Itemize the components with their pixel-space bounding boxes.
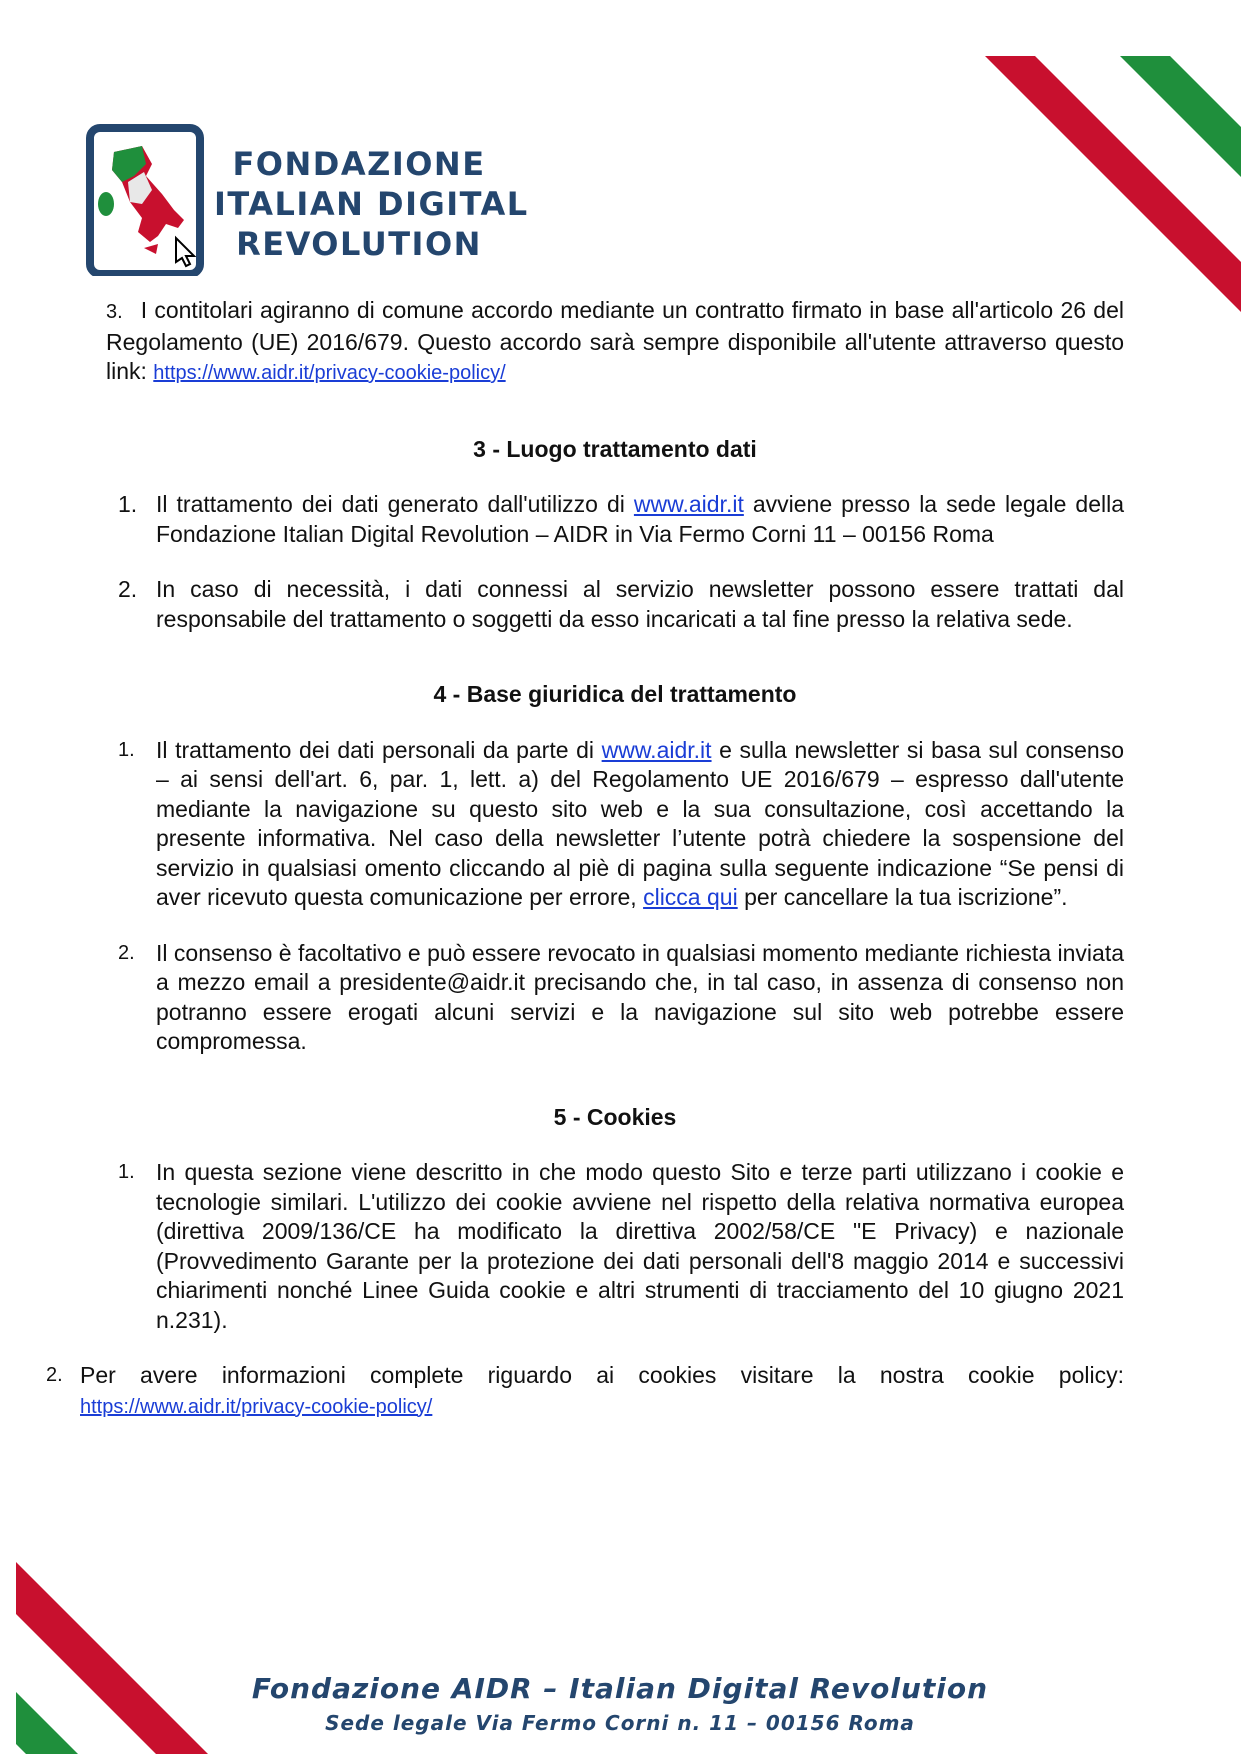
- intro-paragraph: [106, 296, 1124, 389]
- logo-wordmark: [214, 144, 529, 264]
- item-text: e sulla newsletter si basa sul consenso – ai sensi dell'art. 6, par. 1, lett. a) del Regolamento UE 2016/679 – espresso dall'utente mediante la navigazione su questo sito web e la sua consultazione, così accettando la presente informativa. Nel caso della newsletter l’utente potrà chiedere la sospensione del servizio in qualsiasi omento cliccando al piè di pagina sulla seguente indicazione “Se pensi di aver ricevuto questa comunicazione per errore,: [156, 736, 1124, 910]
- item-text: Il trattamento dei dati personali da parte di: [156, 736, 602, 763]
- item-text: In caso di necessità, i dati connessi al servizio newsletter possono essere trattati dal responsabile del trattamento o soggetti da esso incaricati a tal fine presso la relativa sede.: [156, 576, 1124, 632]
- item-text: Il consenso è facoltativo e può essere revocato in qualsiasi momento mediante richiesta inviata a mezzo email a presidente@aidr.it precisando che, in tal caso, in assenza di consenso non potranno essere erogati alcuni servizi e la navigazione sul sito web potrebbe essere compromessa.: [156, 939, 1124, 1054]
- list-number: 2.: [46, 1364, 63, 1386]
- unsubscribe-link[interactable]: clicca qui: [643, 884, 738, 910]
- cookie-policy-link[interactable]: https://www.aidr.it/privacy-cookie-policy/: [80, 1395, 433, 1418]
- item-text: per cancellare la tua iscrizione”.: [737, 884, 1068, 910]
- section-5-heading: 5 - Cookies: [553, 1103, 677, 1130]
- aidr-website-link[interactable]: www.aidr.it: [633, 491, 744, 517]
- footer-title: Fondazione AIDR – Italian Digital Revolution: [251, 1672, 989, 1705]
- footer-address: Sede legale Via Fermo Corni n. 11 – 00156 Roma: [325, 1711, 915, 1735]
- aidr-website-link[interactable]: www.aidr.it: [601, 736, 712, 763]
- item-text: avviene presso la sede legale della Fondazione Italian Digital Revolution – AIDR in Via Fermo Corni 11 – 00156 Roma: [156, 491, 1124, 547]
- section-4-item-2: [106, 939, 1124, 1057]
- bottom-green-stripe: [16, 1692, 78, 1754]
- section-4-item-1: [106, 736, 1124, 913]
- list-number: 2.: [118, 576, 138, 602]
- page-footer: [200, 1672, 1040, 1735]
- section-4-heading: 4 - Base giuridica del trattamento: [433, 681, 797, 707]
- top-green-stripe: [1120, 56, 1241, 177]
- section-5-item-1: [106, 1158, 1124, 1335]
- section-3-item-2: [106, 575, 1124, 634]
- list-number: 1.: [118, 1161, 135, 1183]
- list-number: 1.: [118, 491, 138, 517]
- item-text: Il trattamento dei dati generato dall'utilizzo di: [156, 491, 634, 517]
- foundation-logo: [86, 124, 529, 276]
- logo-line-1: FONDAZIONE: [232, 145, 486, 183]
- section-3-heading: 3 - Luogo trattamento dati: [473, 435, 757, 462]
- item-text: In questa sezione viene descritto in che modo questo Sito e terze parti utilizzano i cookie e tecnologie similari. L'utilizzo dei cookie avviene nel rispetto della relativa normativa europea (direttiva 2009/136/CE ha modificato la direttiva 2002/58/CE "E Privacy) e nazionale (Provvedimento Garante per la protezione dei dati personali dell'8 maggio 2014 e successivi chiarimenti nonché Linee Guida cookie e altri strumenti di tracciamento del 10 giugno 2021 n.231).: [156, 1159, 1124, 1333]
- intro-text: I contitolari agiranno di comune accordo mediante un contratto firmato in base all'articolo 26 del Regolamento (UE) 2016/679. Questo accordo sarà sempre disponibile all'utente attraverso questo link:: [106, 297, 1124, 384]
- section-5-item-2: [46, 1361, 1124, 1422]
- logo-line-3: REVOLUTION: [236, 225, 482, 263]
- intro-policy-link[interactable]: https://www.aidr.it/privacy-cookie-policy/: [153, 362, 506, 384]
- intro-number: 3.: [106, 301, 123, 323]
- tablet-italy-icon: [86, 124, 206, 276]
- logo-line-2: ITALIAN DIGITAL: [214, 185, 529, 223]
- item-text: Per avere informazioni complete riguardo ai cookies visitare la nostra cookie policy:: [80, 1362, 1124, 1388]
- section-3-item-1: [106, 490, 1124, 549]
- list-number: 2.: [118, 941, 135, 964]
- document-body: [46, 296, 1124, 1422]
- list-number: 1.: [118, 738, 135, 761]
